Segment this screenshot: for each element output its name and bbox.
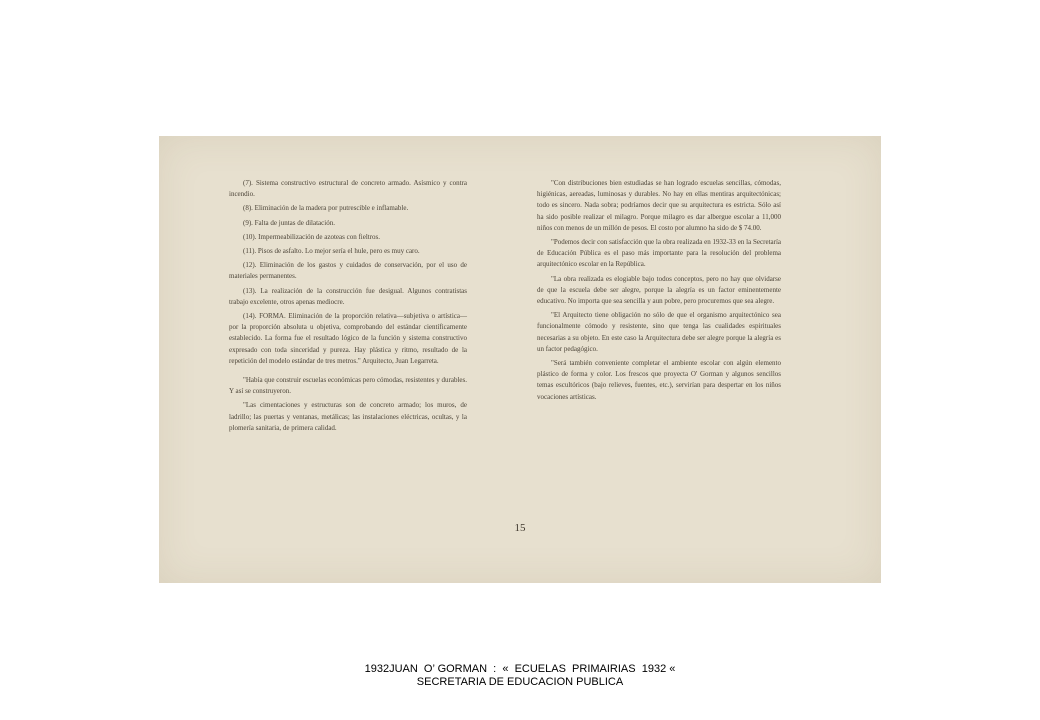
- caption-line-title: 1932JUAN O’ GORMAN : « ECUELAS PRIMAIRIAS 1932 «: [364, 663, 676, 675]
- paragraph: "Será también conveniente completar el ambiente escolar con algún elemento plástico de forma y color. Los frescos que proyecta O' Gorman y algunos sencillos temas escultóricos (bajo relieves, fuentes, etc.), servirían para despertar en los niños vocaciones artísticas.: [537, 359, 781, 401]
- page-number: 15: [514, 522, 526, 534]
- paragraph: (14). FORMA. Eliminación de la proporción relativa—subjetiva o artística—por la proporción absoluta u objetiva, comprobando del estándar científicamente establecido. La forma fue el resultado lógico de la función y sistema constructivo expresado con toda sinceridad y pureza. Hay plástica y ritmo, resultado de la repetición del modelo estándar de tres metros." Arquitecto, Juan Legarreta.: [229, 312, 467, 365]
- paragraph: "Podemos decir con satisfacción que la obra realizada en 1932-33 en la Secretaría de Educación Pública es el paso más importante para la resolución del problema arquitectónico escolar en la República.: [537, 238, 781, 269]
- paragraph: "El Arquitecto tiene obligación no sólo de que el organismo arquitectónico sea funcionalmente cómodo y resistente, sino que tenga las cualidades espirituales necesarias a su objeto. En este caso la Arquitectura debe ser alegre porque la alegría es un factor pedagógico.: [537, 311, 781, 353]
- paragraph: (11). Pisos de asfalto. Lo mejor sería el hule, pero es muy caro.: [243, 247, 420, 256]
- paragraph: (12). Eliminación de los gastos y cuidados de conservación, por el uso de materiales permanentes.: [229, 261, 467, 281]
- paragraph: "La obra realizada es elogiable bajo todos conceptos, pero no hay que olvidarse de que la escuela debe ser alegre, porque la alegría es un factor eminentemente educativo. No importa que sea sencilla y aun pobre, pero procuremos que sea alegre.: [537, 274, 781, 306]
- paragraph: "Había que construir escuelas económicas pero cómodas, resistentes y durables. Y así se construyeron.: [229, 376, 467, 396]
- scanned-page: [159, 136, 881, 583]
- paragraph: (8). Eliminación de la madera por putrescible e inflamable.: [243, 204, 409, 213]
- paragraph: (7). Sistema constructivo estructural de concreto armado. Asísmico y contra incendio.: [229, 179, 467, 199]
- paragraph: (10). Impermeabilización de azoteas con fieltros.: [243, 232, 381, 241]
- right-text-column: [537, 178, 781, 406]
- paragraph: "Las cimentaciones y estructuras son de concreto armado; los muros, de ladrillo; las puertas y ventanas, metálicas; las instalaciones eléctricas, ocultas, y la plomería sanitaria, de primera calidad.: [229, 401, 467, 432]
- image-caption: [0, 663, 1040, 689]
- paragraph: (9). Falta de juntas de dilatación.: [243, 218, 335, 227]
- paragraph: (13). La realización de la construcción fue desigual. Algunos contratistas trabajo excelente, otros apenas mediocre.: [229, 286, 467, 306]
- paragraph: "Con distribuciones bien estudiadas se han logrado escuelas sencillas, cómodas, higiénicas, aereadas, luminosas y durables. No hay en ellas mentiras arquitectónicas; todo es sincero. Nada sobra; podríamos decir que su arquitectura es estricta. Sólo así ha sido posible realizar el milagro. Porque milagro es dar albergue escolar a 11,000 niños con menos de un millón de pesos. El costo por alumno ha sido de $ 74.00.: [537, 179, 781, 232]
- caption-line-subtitle: SECRETARIA DE EDUCACION PUBLICA: [416, 676, 624, 688]
- left-text-column: [229, 178, 467, 437]
